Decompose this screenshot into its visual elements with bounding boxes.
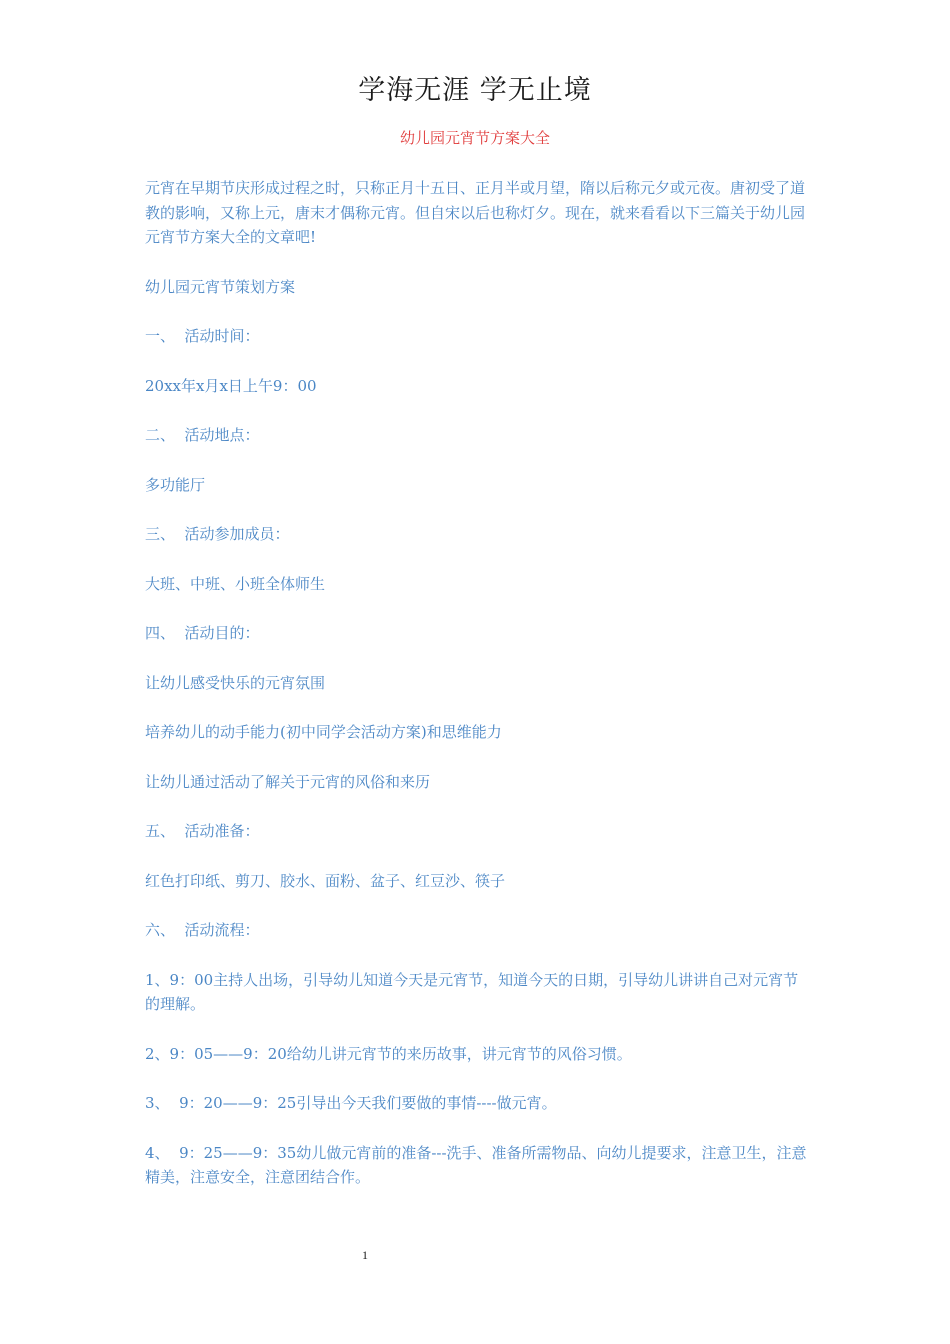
page-header-title: 学海无涯 学无止境 — [358, 75, 592, 106]
paragraph-activity-location: 多功能厅 — [145, 475, 206, 494]
paragraph-activity-time: 20xx年x月x日上午9：00 — [145, 376, 317, 395]
document-body — [145, 176, 810, 1190]
heading-participants: 三、 活动参加成员： — [145, 525, 290, 543]
heading-preparation: 五、 活动准备： — [145, 822, 260, 840]
page-number: 1 — [362, 1248, 368, 1262]
paragraph-preparation: 红色打印纸、剪刀、胶水、面粉、盆子、红豆沙、筷子 — [145, 871, 506, 890]
process-step-3: 3、 9：20——9：25引导出今天我们要做的事情----做元宵。 — [145, 1094, 557, 1112]
document-title: 幼儿园元宵节方案大全 — [399, 129, 550, 147]
paragraph-purpose-1: 让幼儿感受快乐的元宵氛围 — [145, 673, 326, 692]
heading-activity-location: 二、 活动地点： — [145, 426, 260, 444]
heading-activity-time: 一、 活动时间： — [145, 327, 260, 345]
intro-paragraph: 元宵在早期节庆形成过程之时，只称正月十五日、正月半或月望，隋以后称元夕或元夜。唐初受了道教的影响，又称上元，唐末才偶称元宵。但自宋以后也称灯夕。现在，就来看看以下三篇关于幼儿园元宵节方案大全的文章吧! — [145, 179, 806, 246]
heading-process: 六、 活动流程： — [145, 921, 260, 939]
heading-purpose: 四、 活动目的： — [145, 624, 260, 642]
section-title: 幼儿园元宵节策划方案 — [145, 277, 296, 296]
paragraph-purpose-3: 让幼儿通过活动了解关于元宵的风俗和来历 — [145, 772, 431, 791]
process-step-2: 2、9：05——9：20给幼儿讲元宵节的来历故事，讲元宵节的风俗习惯。 — [145, 1044, 632, 1063]
process-step-1: 1、9：00主持人出场，引导幼儿知道今天是元宵节，知道今天的日期，引导幼儿讲讲自己对元宵节的理解。 — [145, 970, 799, 1013]
process-step-4: 4、 9：25——9：35幼儿做元宵前的准备---洗手、准备所需物品、向幼儿提要求，注意卫生，注意精美，注意安全，注意团结合作。 — [145, 1143, 807, 1186]
paragraph-purpose-2: 培养幼儿的动手能力(初中同学会活动方案)和思维能力 — [145, 723, 502, 741]
paragraph-participants: 大班、中班、小班全体师生 — [145, 574, 326, 593]
